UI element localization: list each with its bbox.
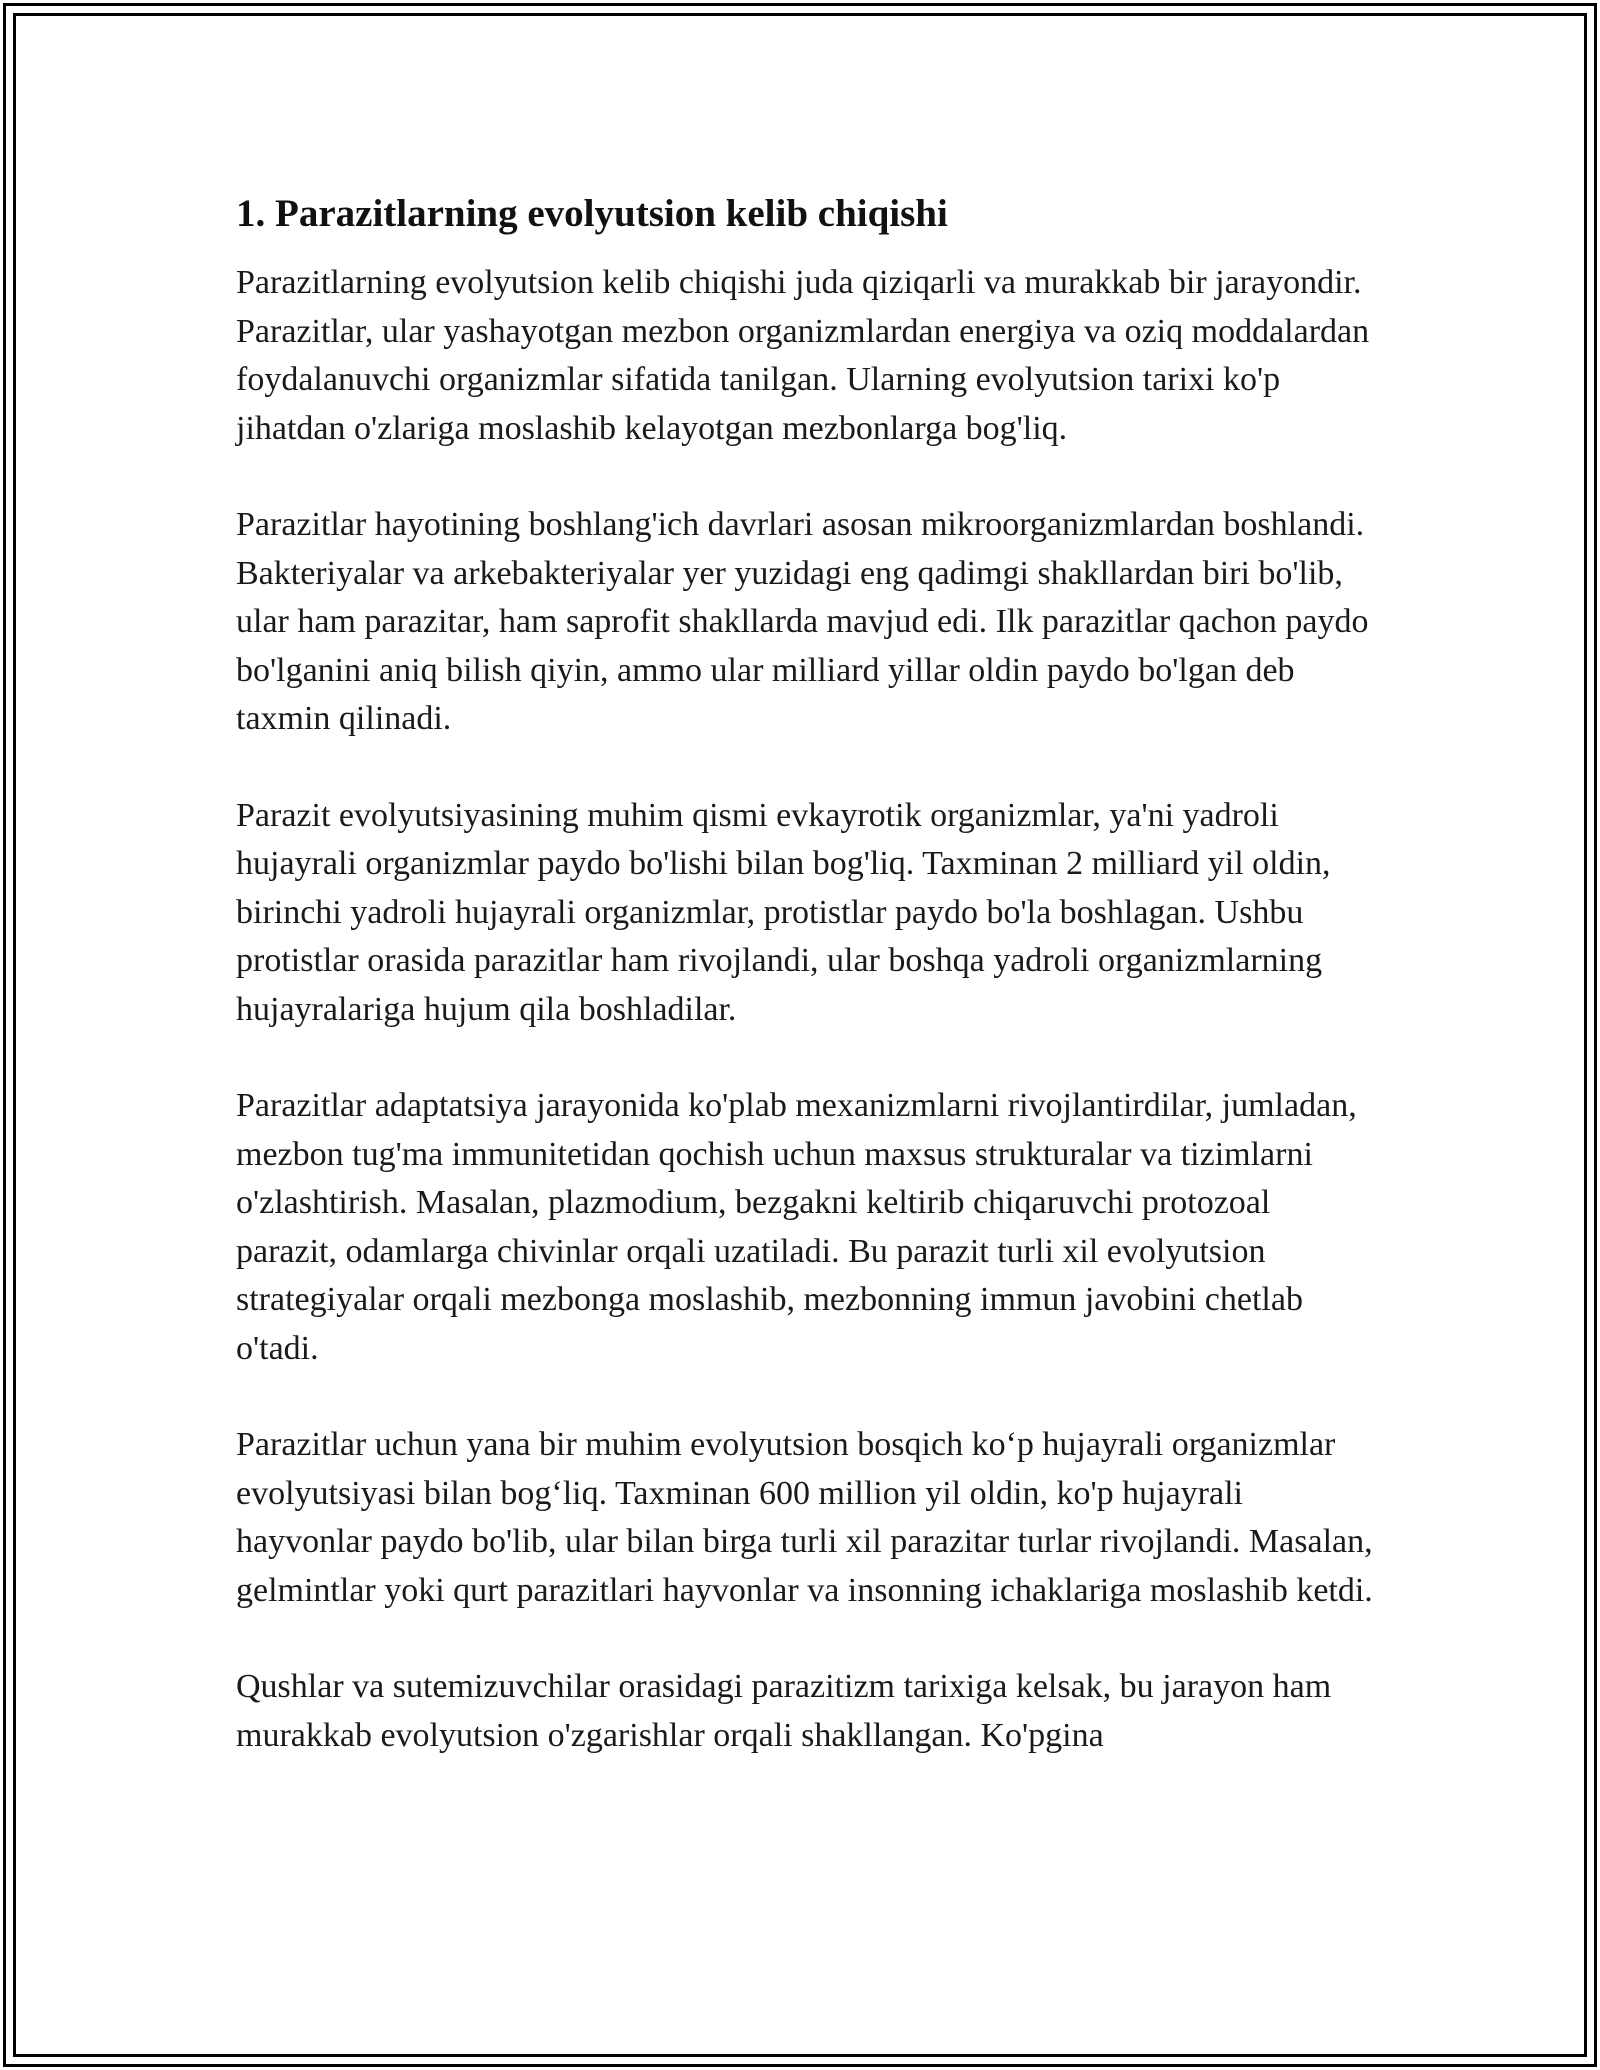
document-body: [236, 184, 1376, 1760]
paragraph-6: Qushlar va sutemizuvchilar orasidagi parazitizm tarixiga kelsak, bu jarayon ham murakkab evolyutsion o'zgarishlar orqali shakllangan. Ko'pgina: [236, 1668, 1332, 1754]
paragraph-1: Parazitlarning evolyutsion kelib chiqishi juda qiziqarli va murakkab bir jarayondir. Parazitlar, ular yashayotgan mezbon organizmlardan energiya va oziq moddalardan foydalanuvchi organizmlar sifatida tanilgan. Ularning evolyutsion tarixi ko'p jihatdan o'zlariga moslashib kelayotgan mezbonlarga bog'liq.: [236, 264, 1370, 447]
paragraph-4: Parazitlar adaptatsiya jarayonida ko'plab mexanizmlarni rivojlantirdilar, jumladan, mezbon tug'ma immunitetidan qochish uchun maxsus strukturalar va tizimlarni o'zlashtirish. Masalan, plazmodium, bezgakni keltirib chiqaruvchi protozoal parazit, odamlarga chivinlar orqali uzatiladi. Bu parazit turli xil evolyutsion strategiyalar orqali mezbonga moslashib, mezbonning immun javobini chetlab o'tadi.: [236, 1087, 1357, 1367]
paragraph-2: Parazitlar hayotining boshlang'ich davrlari asosan mikroorganizmlardan boshlandi. Bakteriyalar va arkebakteriyalar yer yuzidagi eng qadimgi shakllardan biri bo'lib, ular ham parazitar, ham saprofit shakllarda mavjud edi. Ilk parazitlar qachon paydo bo'lganini aniq bilish qiyin, ammo ular milliard yillar oldin paydo bo'lgan deb taxmin qilinadi.: [236, 506, 1369, 737]
section-heading: 1. Parazitlarning evolyutsion kelib chiqishi: [236, 192, 948, 235]
paragraph-5: Parazitlar uchun yana bir muhim evolyutsion bosqich koʻp hujayrali organizmlar evolyutsiyasi bilan bogʻliq. Taxminan 600 million yil oldin, ko'p hujayrali hayvonlar paydo bo'lib, ular bilan birga turli xil parazitar turlar rivojlandi. Masalan, gelmintlar yoki qurt parazitlari hayvonlar va insonning ichaklariga moslashib ketdi.: [236, 1426, 1373, 1609]
paragraph-3: Parazit evolyutsiyasining muhim qismi evkayrotik organizmlar, ya'ni yadroli hujayrali organizmlar paydo bo'lishi bilan bog'liq. Taxminan 2 milliard yil oldin, birinchi yadroli hujayrali organizmlar, protistlar paydo bo'la boshlagan. Ushbu protistlar orasida parazitlar ham rivojlandi, ular boshqa yadroli organizmlarning hujayralariga hujum qila boshladilar.: [236, 796, 1331, 1028]
